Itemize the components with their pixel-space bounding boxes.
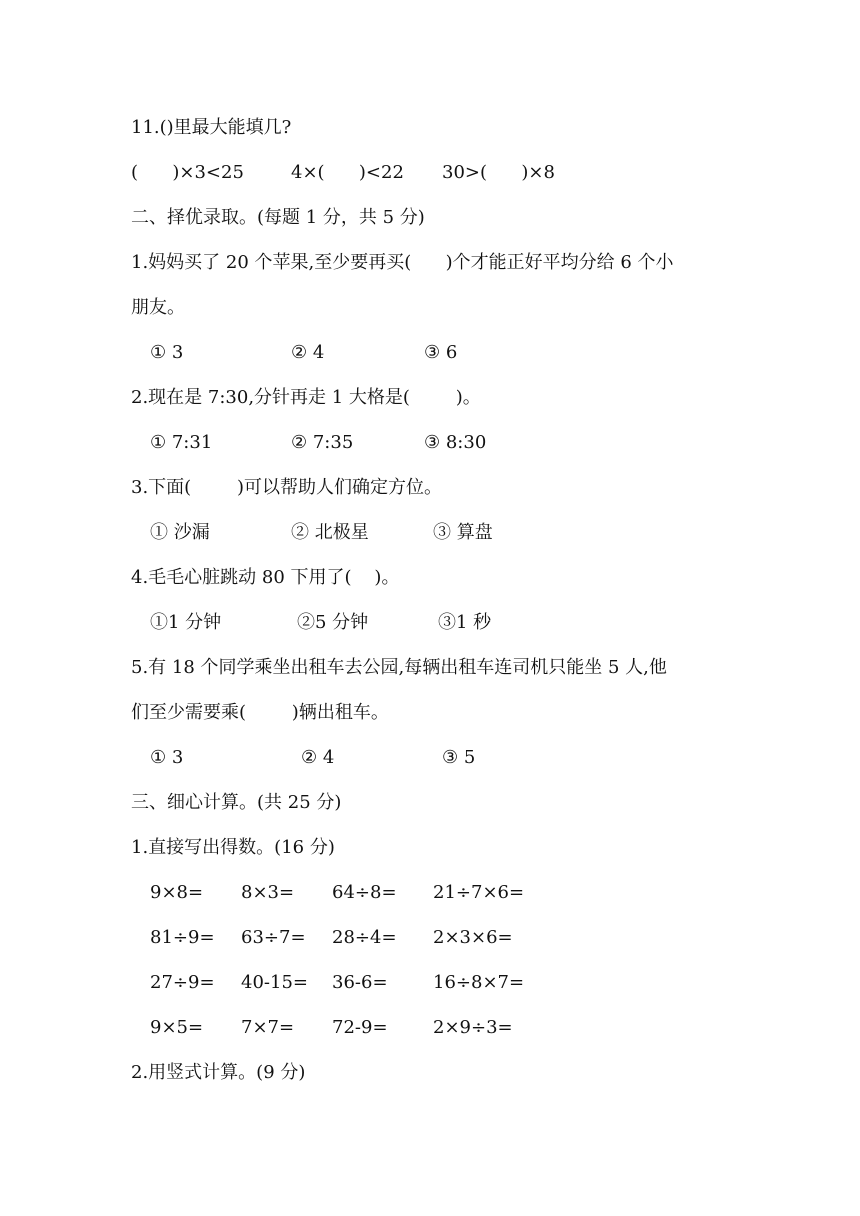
s2-q4-line1: 4.毛毛心脏跳动 80 下用了( )。 xyxy=(131,567,400,588)
s3-sub2-title: 2.用竖式计算。(9 分) xyxy=(131,1062,306,1083)
s2-q3-option-1: ① 沙漏 xyxy=(150,522,210,543)
s2-q4-option-2: ②5 分钟 xyxy=(297,612,369,633)
calc-cell: 2×9÷3= xyxy=(433,1017,513,1038)
s2-q4-option-1: ①1 分钟 xyxy=(150,612,222,633)
s2-q2-option-1: ① 7:31 xyxy=(150,432,213,453)
calc-cell: 64÷8= xyxy=(332,882,397,903)
q11-item-2: 4×( )<22 xyxy=(291,162,404,183)
s2-q5-line1: 5.有 18 个同学乘坐出租车去公园,每辆出租车连司机只能坐 5 人,他 xyxy=(131,657,667,678)
s2-q5-option-1: ① 3 xyxy=(150,747,184,768)
calc-cell: 63÷7= xyxy=(241,927,306,948)
q11-item-3: 30>( )×8 xyxy=(442,162,555,183)
section3-heading: 三、细心计算。(共 25 分) xyxy=(131,792,342,813)
s2-q3-option-3: ③ 算盘 xyxy=(433,522,493,543)
s2-q1-option-2: ② 4 xyxy=(291,342,325,363)
s3-sub1-title: 1.直接写出得数。(16 分) xyxy=(131,837,335,858)
section2-heading: 二、择优录取。(每题 1 分，共 5 分) xyxy=(131,207,425,228)
s2-q2-line1: 2.现在是 7:30,分针再走 1 大格是( )。 xyxy=(131,387,481,408)
s2-q5-option-2: ② 4 xyxy=(301,747,335,768)
s2-q1-option-3: ③ 6 xyxy=(424,342,458,363)
calc-cell: 8×3= xyxy=(241,882,295,903)
s2-q4-option-3: ③1 秒 xyxy=(438,612,492,633)
s2-q2-option-2: ② 7:35 xyxy=(291,432,354,453)
s2-q3-line1: 3.下面( )可以帮助人们确定方位。 xyxy=(131,477,442,498)
calc-cell: 9×8= xyxy=(150,882,204,903)
q11-title: 11.()里最大能填几? xyxy=(131,117,292,138)
calc-cell: 16÷8×7= xyxy=(433,972,525,993)
calc-cell: 21÷7×6= xyxy=(433,882,525,903)
calc-cell: 2×3×6= xyxy=(433,927,513,948)
calc-cell: 72-9= xyxy=(332,1017,388,1038)
s2-q2-option-3: ③ 8:30 xyxy=(424,432,487,453)
s2-q1-line1: 1.妈妈买了 20 个苹果,至少要再买( )个才能正好平均分给 6 个小 xyxy=(131,252,674,273)
s2-q1-line2: 朋友。 xyxy=(131,297,185,318)
calc-cell: 27÷9= xyxy=(150,972,215,993)
calc-cell: 9×5= xyxy=(150,1017,204,1038)
q11-item-1: ( )×3<25 xyxy=(131,162,244,183)
s2-q5-line2: 们至少需要乘( )辆出租车。 xyxy=(131,702,389,723)
calc-cell: 40-15= xyxy=(241,972,308,993)
s2-q5-option-3: ③ 5 xyxy=(442,747,476,768)
calc-cell: 81÷9= xyxy=(150,927,215,948)
calc-cell: 28÷4= xyxy=(332,927,397,948)
calc-cell: 36-6= xyxy=(332,972,388,993)
s2-q1-option-1: ① 3 xyxy=(150,342,184,363)
s2-q3-option-2: ② 北极星 xyxy=(291,522,369,543)
calc-cell: 7×7= xyxy=(241,1017,295,1038)
